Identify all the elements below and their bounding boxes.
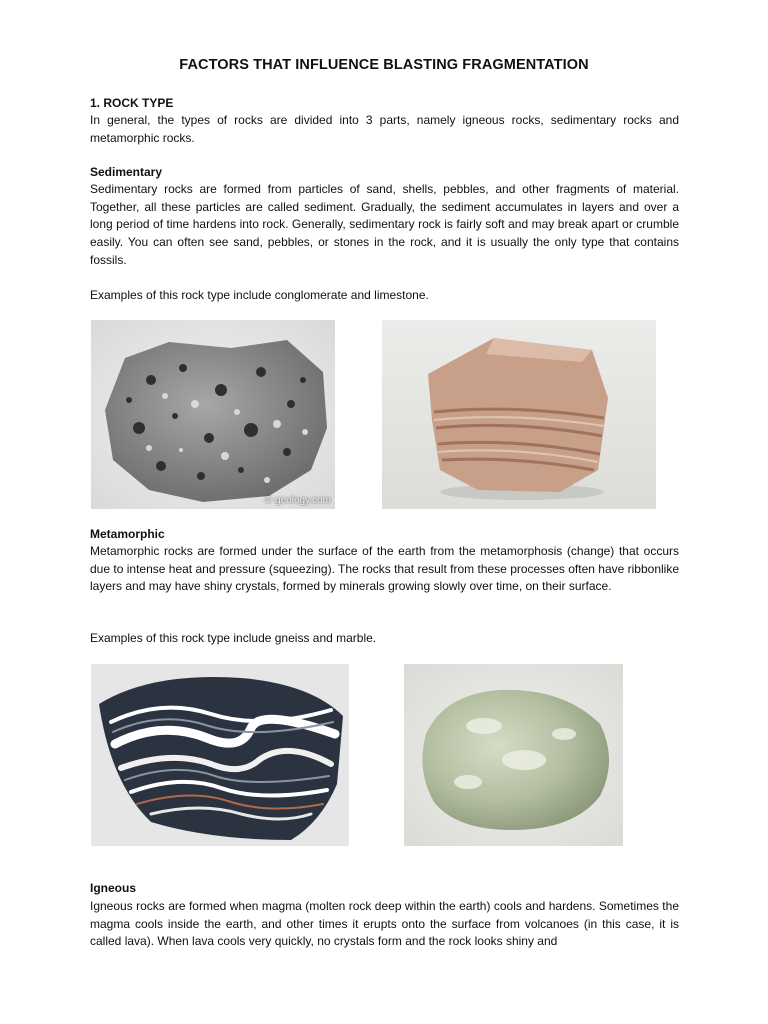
igneous-paragraph: Igneous rocks are formed when magma (molten rock deep within the earth) cools and hardens. Sometimes the magma cools inside the earth, and other times it erupts onto the surface from volcanoes (in this case, it is called lava). When lava cools very quickly, no crystals form and the rock looks shiny and bbox=[90, 899, 679, 949]
sedimentary-paragraph: Sedimentary rocks are formed from particles of sand, shells, pebbles, and other fragments of material. Together, all these particles are called sediment. Gradually, the sediment accumulates in layers and over a long period of time hardens into rock. Generally, sedimentary rock is fairly soft and may break apart or crumble easily. You can often see sand, pebbles, or stones in the rock, and it is usually the only type that contains fossils. bbox=[90, 182, 679, 267]
metamorphic-examples: Examples of this rock type include gneiss and marble. bbox=[90, 631, 377, 645]
section-heading-rock-type: 1. ROCK TYPE bbox=[90, 96, 174, 110]
marble-image bbox=[404, 664, 623, 846]
metamorphic-paragraph: Metamorphic rocks are formed under the surface of the earth from the metamorphosis (change) that occurs due to intense heat and pressure (squeezing). The rocks that result from these processes often have ribbonlike layers and may have shiny crystals, formed by minerals growing slowly over time, on their surface. bbox=[90, 544, 679, 594]
image-watermark: © geology.com bbox=[264, 495, 331, 506]
gneiss-image bbox=[91, 664, 349, 846]
intro-paragraph: In general, the types of rocks are divided into 3 parts, namely igneous rocks, sedimentary rocks and metamorphic rocks. bbox=[90, 113, 679, 145]
sedimentary-heading: Sedimentary bbox=[90, 165, 163, 179]
limestone-image bbox=[382, 320, 656, 509]
document-title: FACTORS THAT INFLUENCE BLASTING FRAGMENTATION bbox=[179, 57, 589, 73]
metamorphic-heading: Metamorphic bbox=[90, 527, 165, 541]
conglomerate-image bbox=[91, 320, 335, 509]
sedimentary-examples: Examples of this rock type include conglomerate and limestone. bbox=[90, 288, 429, 302]
igneous-heading: Igneous bbox=[90, 881, 137, 895]
